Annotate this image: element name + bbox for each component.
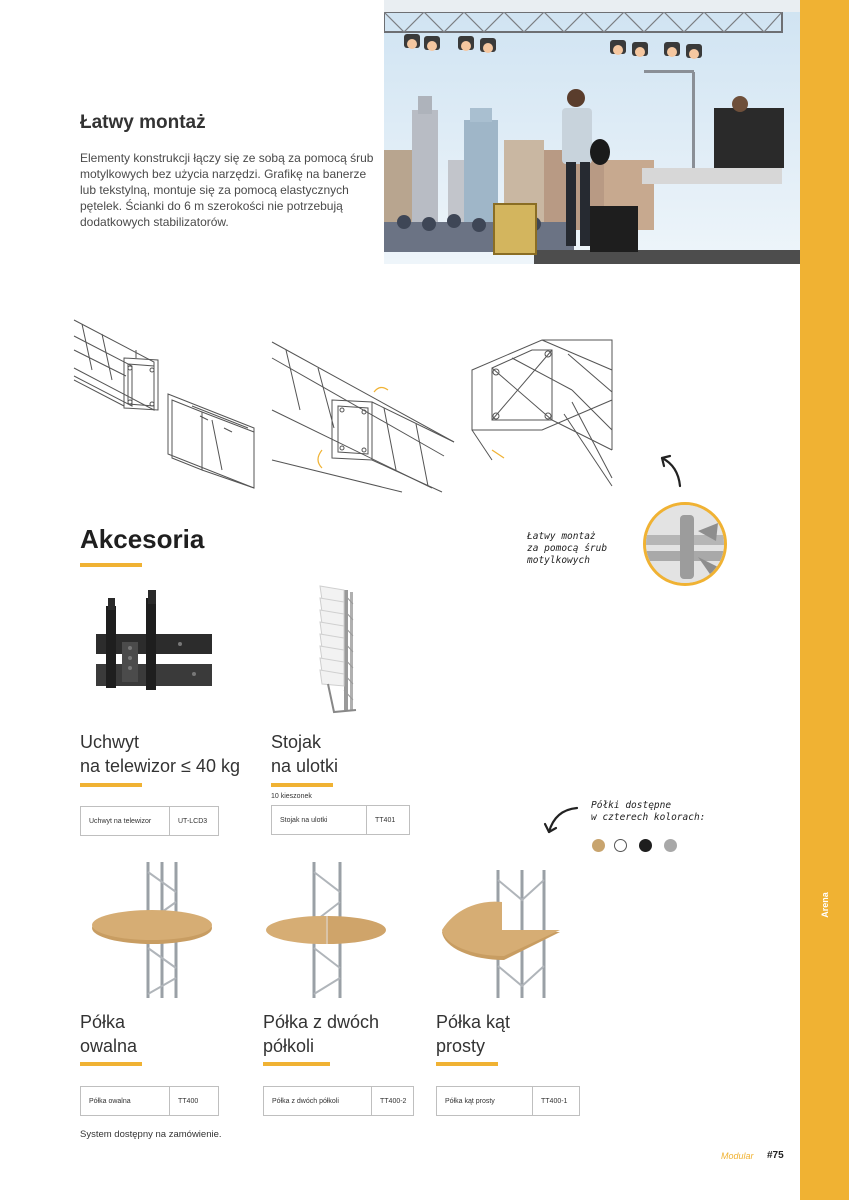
- product-name-cell: Uchwyt na telewizor: [81, 807, 170, 835]
- color-swatch: [614, 839, 627, 852]
- product-title-line: Uchwyt: [80, 732, 140, 752]
- product-code-table: [436, 1086, 580, 1116]
- product-title: [263, 1010, 379, 1058]
- section-title-accent: [80, 563, 142, 567]
- product-title-line: Półka: [80, 1012, 126, 1032]
- curved-arrow-icon: [656, 450, 686, 490]
- wing-bolt-zoom: [643, 502, 727, 586]
- page-number: #75: [767, 1150, 784, 1161]
- product-code-table: [263, 1086, 414, 1116]
- product-title-line: na telewizor ≤ 40 kg: [80, 756, 240, 776]
- product-accent: [436, 1062, 498, 1066]
- note-shelves-line: w czterech kolorach:: [591, 812, 706, 823]
- product-name-cell: Półka z dwóch półkoli: [264, 1087, 372, 1115]
- product-code-cell: UT-LCD3: [178, 817, 208, 825]
- note-mount-line: za pomocą śrub: [527, 543, 608, 554]
- product-accent: [263, 1062, 330, 1066]
- section-title: Akcesoria: [80, 524, 205, 554]
- product-title-line: Półka z dwóch: [263, 1012, 380, 1032]
- product-title: [80, 730, 240, 778]
- footer-brand: Modular: [721, 1151, 754, 1161]
- product-code-cell: TT400: [178, 1097, 199, 1105]
- product-title-line: Półka kąt: [436, 1012, 511, 1032]
- product-code-table: [80, 806, 219, 836]
- product-title-line: prosty: [436, 1036, 486, 1056]
- leaflet-stand-image: [310, 580, 360, 716]
- intro-text: Elementy konstrukcji łączy się ze sobą za pomocą śrub motylkowych bez użycia narzędzi. Grafikę na banerze lub tekstylną, montuje się za pomocą elastycznych pętelek. Ścianki do 6 m szerokości nie potrzebują dodatkowych stabilizatorów.: [80, 151, 374, 229]
- product-title: [271, 730, 338, 778]
- truss-assembly-diagrams: [72, 310, 632, 500]
- product-name-cell: Półka owalna: [81, 1087, 170, 1115]
- truss-diagram-3: [472, 340, 612, 486]
- side-label: Arena: [820, 892, 830, 918]
- footer-note: System dostępny na zamówienie.: [80, 1129, 222, 1140]
- note-shelves: [591, 800, 705, 824]
- note-mount-line: motylkowych: [527, 555, 590, 566]
- product-accent: [80, 1062, 142, 1066]
- product-code-cell: TT400-1: [541, 1097, 568, 1105]
- product-subtitle: 10 kieszonek: [271, 793, 312, 800]
- curved-arrow-icon: [543, 804, 583, 838]
- product-title: [436, 1010, 510, 1058]
- product-title-line: Stojak: [271, 732, 322, 752]
- tv-bracket-image: [90, 586, 216, 696]
- note-mount-line: Łatwy montaż: [527, 531, 596, 542]
- product-title-line: owalna: [80, 1036, 138, 1056]
- note-mount: [527, 531, 607, 567]
- intro-title: Łatwy montaż: [80, 112, 206, 133]
- stage-photo: [384, 0, 800, 264]
- product-code-cell: TT400-2: [380, 1097, 407, 1105]
- side-bar: [800, 0, 849, 1200]
- product-accent: [271, 783, 333, 787]
- product-code-table: [80, 1086, 219, 1116]
- product-name-cell: Półka kąt prosty: [437, 1087, 533, 1115]
- right-angle-shelf-image: [440, 870, 566, 998]
- product-name-cell: Stojak na ulotki: [272, 806, 367, 834]
- color-swatch: [664, 839, 677, 852]
- truss-diagram-2: [272, 342, 454, 492]
- oval-shelf-image: [92, 862, 218, 998]
- note-shelves-line: Półki dostępne: [591, 800, 672, 811]
- color-swatch: [639, 839, 652, 852]
- product-code-table: [271, 805, 410, 835]
- product-title-line: półkoli: [263, 1036, 315, 1056]
- product-title-line: na ulotki: [271, 756, 339, 776]
- product-accent: [80, 783, 142, 787]
- truss-diagram-1: [74, 320, 254, 488]
- product-code-cell: TT401: [375, 816, 396, 824]
- product-title: [80, 1010, 137, 1058]
- color-swatch: [592, 839, 605, 852]
- double-half-circle-shelf-image: [264, 862, 390, 998]
